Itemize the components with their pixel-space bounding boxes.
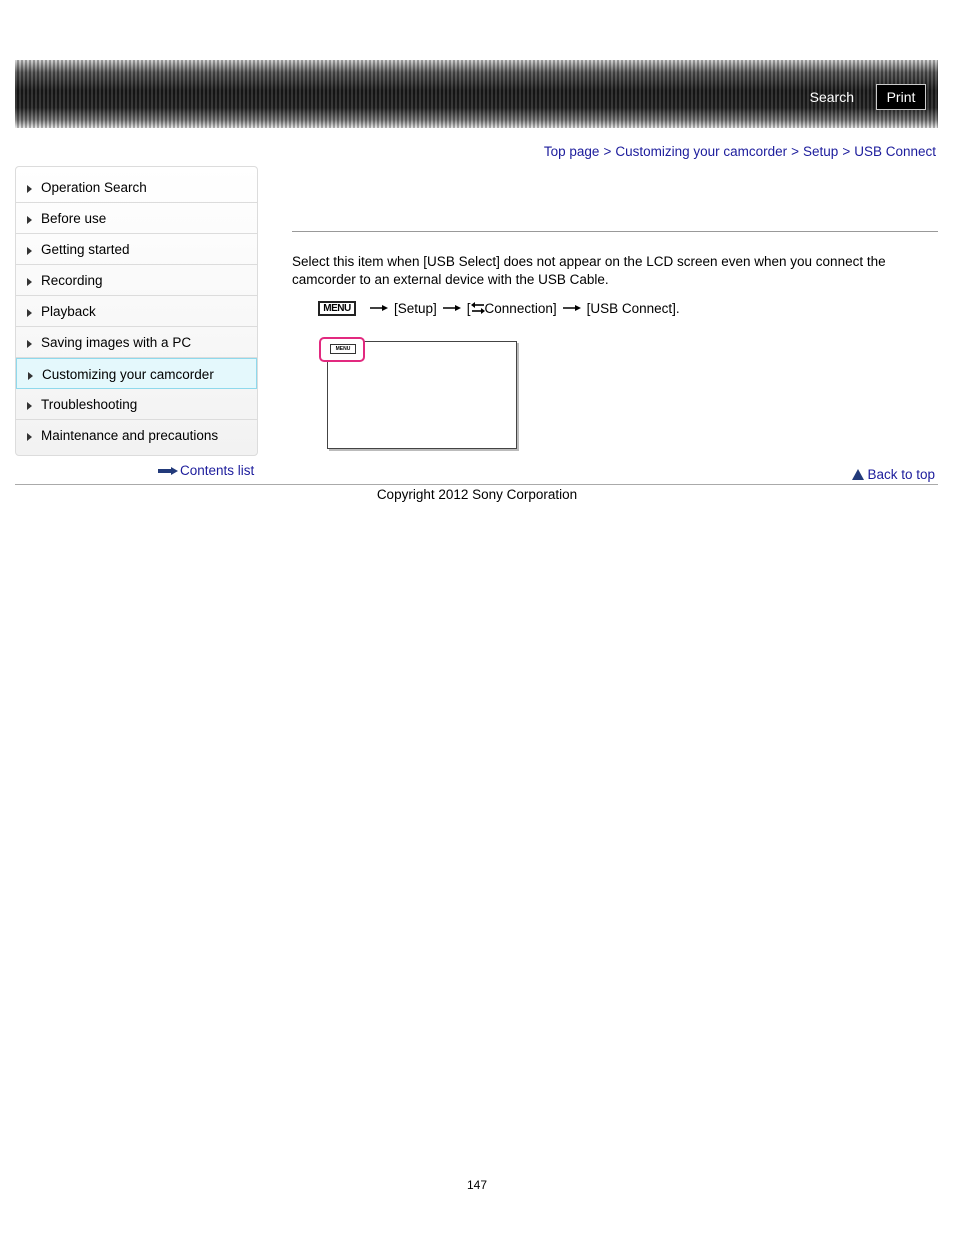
triangle-right-icon — [27, 247, 32, 255]
contents-list-label: Contents list — [180, 463, 255, 478]
sidebar-item-saving-images[interactable] — [16, 327, 257, 358]
sidebar-item-label: Before use — [41, 211, 107, 226]
sidebar-nav — [15, 166, 258, 456]
triangle-right-icon — [27, 402, 32, 410]
sidebar-item-label: Operation Search — [41, 180, 147, 195]
illustration-menu-button: MENU — [330, 344, 356, 354]
back-to-top-link[interactable] — [852, 467, 935, 482]
step-usb-connect: [USB Connect]. — [586, 300, 680, 316]
search-link[interactable]: Search — [809, 89, 854, 105]
sidebar-item-troubleshooting[interactable] — [16, 389, 257, 420]
footer-divider — [15, 484, 938, 485]
sidebar-item-playback[interactable] — [16, 296, 257, 327]
description-text: Select this item when [USB Select] does not appear on the LCD screen even when you connect the camcorder to an external device with the USB Cable. — [292, 254, 886, 287]
print-button[interactable]: Print — [876, 84, 926, 110]
breadcrumb-usb-connect[interactable]: USB Connect — [854, 144, 936, 159]
arrow-right-icon — [370, 304, 388, 312]
back-to-top-label: Back to top — [867, 467, 935, 482]
sidebar-item-label: Recording — [41, 273, 103, 288]
sidebar-item-label: Getting started — [41, 242, 130, 257]
copyright-text: Copyright 2012 Sony Corporation — [376, 487, 578, 502]
sidebar-item-recording[interactable] — [16, 265, 257, 296]
breadcrumb-separator: > — [603, 144, 612, 159]
triangle-right-icon — [27, 185, 32, 193]
triangle-up-icon — [852, 469, 864, 480]
header-bar — [15, 60, 938, 128]
breadcrumb-top-page[interactable]: Top page — [543, 144, 600, 159]
step-setup: [Setup] — [394, 300, 437, 316]
contents-list-link[interactable] — [158, 463, 254, 478]
triangle-right-icon — [27, 309, 32, 317]
sidebar-item-customizing[interactable] — [16, 358, 257, 389]
sidebar-item-label: Playback — [41, 304, 96, 319]
arrow-right-icon — [443, 304, 461, 312]
step-connection: Connection] — [484, 300, 557, 316]
sidebar-item-operation-search[interactable] — [16, 172, 257, 203]
sidebar-item-getting-started[interactable] — [16, 234, 257, 265]
triangle-right-icon — [27, 340, 32, 348]
breadcrumb — [544, 144, 936, 159]
sidebar-item-label: Maintenance and precautions — [41, 428, 219, 443]
triangle-right-icon — [27, 216, 32, 224]
breadcrumb-setup[interactable]: Setup — [803, 144, 839, 159]
step-connection-open: [ — [466, 300, 471, 316]
menu-key-icon: MENU — [318, 301, 356, 316]
breadcrumb-customizing[interactable]: Customizing your camcorder — [615, 144, 788, 159]
arrow-right-icon — [563, 304, 581, 312]
breadcrumb-separator: > — [791, 144, 800, 159]
sidebar-item-label: Customizing your camcorder — [42, 367, 214, 382]
triangle-right-icon — [27, 433, 32, 441]
sidebar-item-maintenance[interactable] — [16, 420, 257, 451]
sidebar-item-label: Troubleshooting — [41, 397, 138, 412]
page-number: 147 — [466, 1178, 488, 1192]
arrow-right-icon — [158, 467, 178, 475]
connection-icon — [471, 302, 485, 314]
sidebar-item-before-use[interactable] — [16, 203, 257, 234]
triangle-right-icon — [28, 372, 33, 380]
sidebar-item-label: Saving images with a PC — [41, 335, 192, 350]
triangle-right-icon — [27, 278, 32, 286]
title-divider — [292, 231, 938, 232]
menu-steps — [318, 296, 680, 320]
breadcrumb-separator: > — [842, 144, 851, 159]
